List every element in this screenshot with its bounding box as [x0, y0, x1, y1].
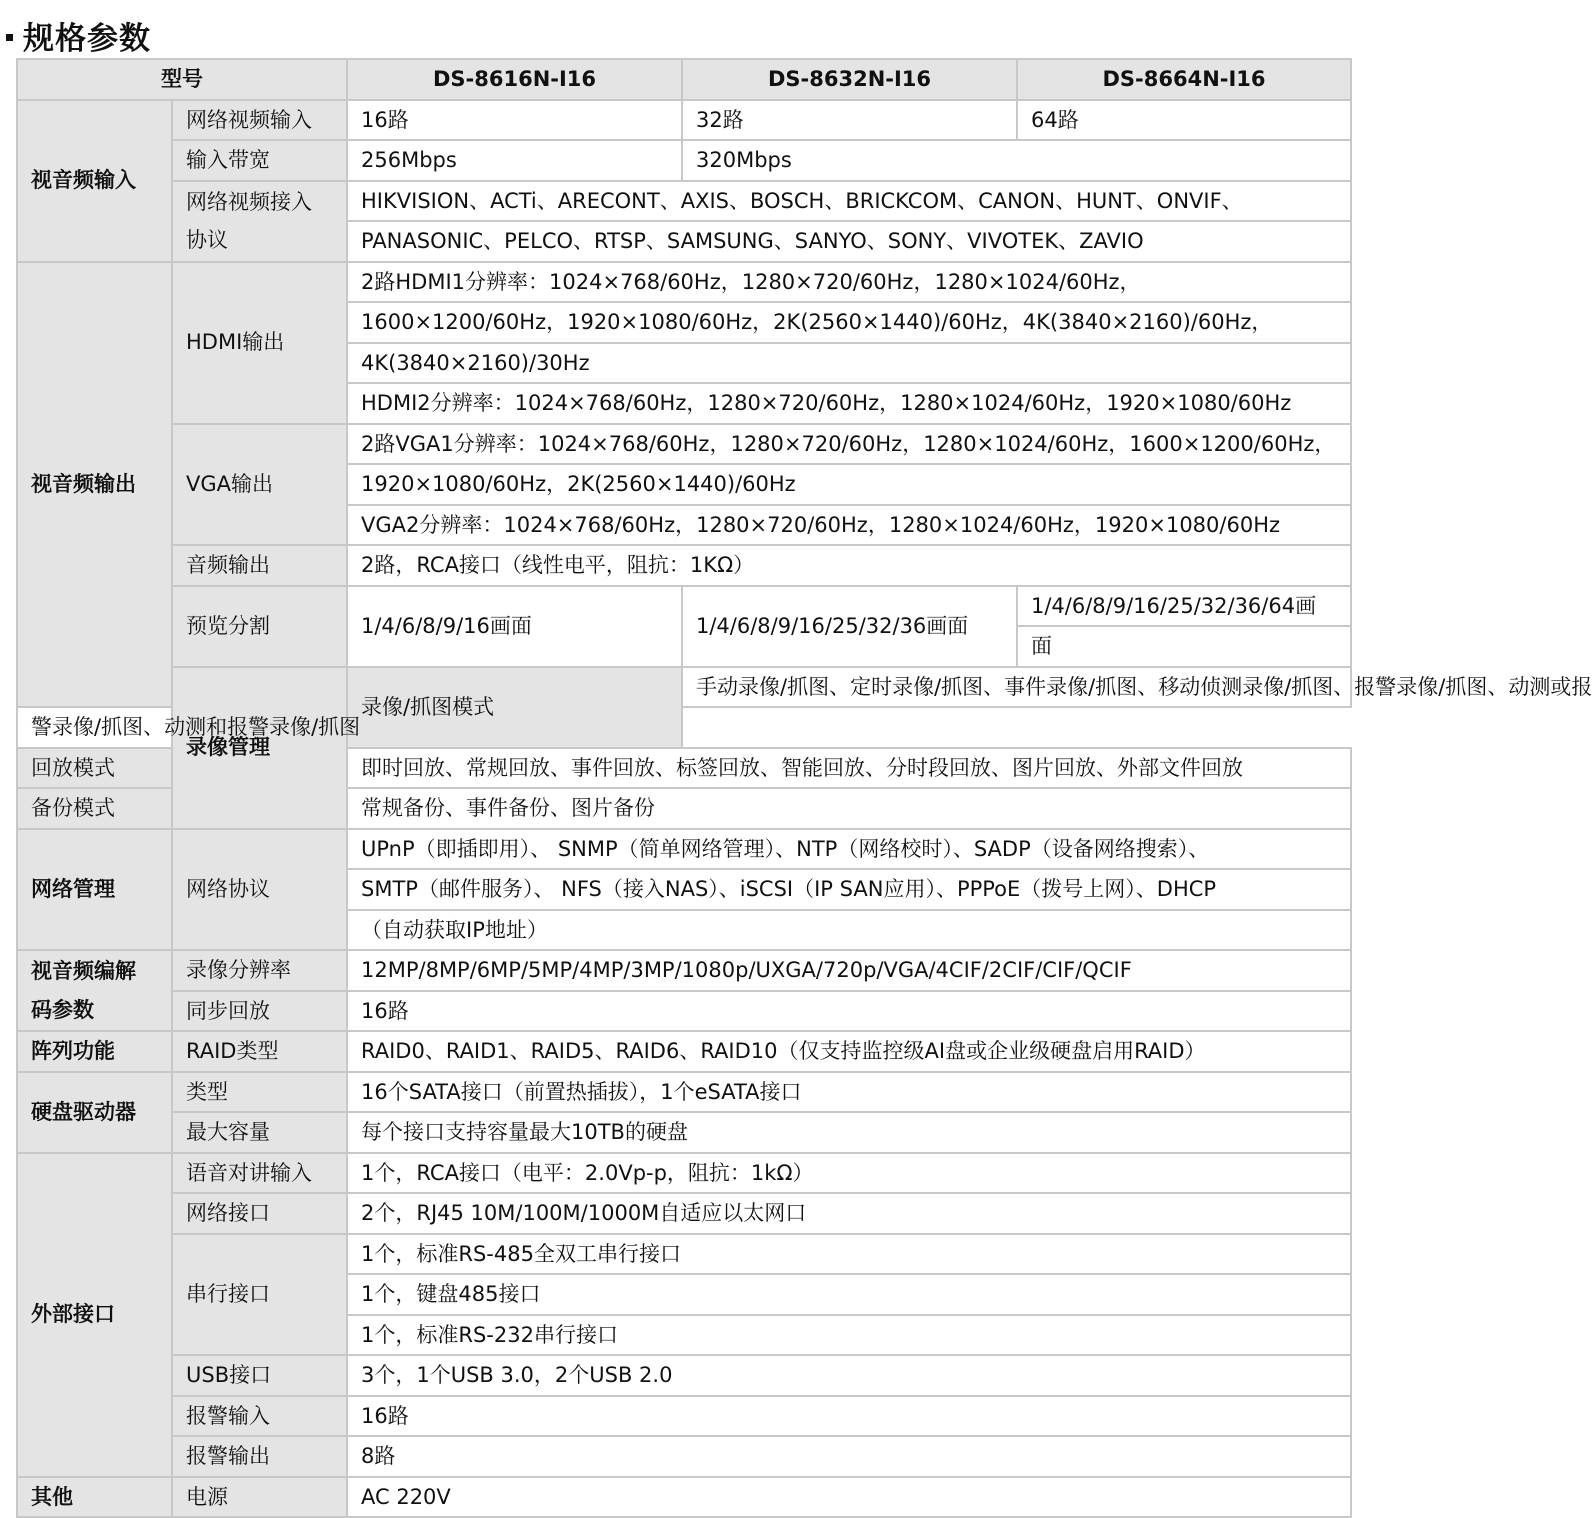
cell-value: 320Mbps — [682, 140, 1351, 181]
cell-value: 手动录像/抓图、定时录像/抓图、事件录像/抓图、移动侦测录像/抓图、报警录像/抓图、动测或报 — [682, 667, 1351, 708]
cell-value: 警录像/抓图、动测和报警录像/抓图 — [17, 707, 682, 748]
cell-value: 即时回放、常规回放、事件回放、标签回放、智能回放、分时段回放、图片回放、外部文件回放 — [347, 748, 1351, 789]
cell-value: 1个，键盘485接口 — [347, 1274, 1351, 1315]
row-label: 预览分割 — [172, 586, 347, 667]
cell-value: 4K(3840×2160)/30Hz — [347, 343, 1351, 384]
cell-value: 16路 — [347, 991, 1351, 1032]
row-label: 网络协议 — [172, 829, 347, 951]
table-row — [17, 1234, 1351, 1275]
row-label: 网络视频输入 — [172, 100, 347, 141]
category-raid: 阵列功能 — [17, 1031, 172, 1072]
row-label: 类型 — [172, 1072, 347, 1113]
cell-value: HIKVISION、ACTi、ARECONT、AXIS、BOSCH、BRICKCOM、CANON、HUNT、ONVIF、 — [347, 181, 1351, 222]
cell-value: 16路 — [347, 100, 682, 141]
cell-value: 2路，RCA接口（线性电平，阻抗：1KΩ） — [347, 545, 1351, 586]
table-row — [17, 181, 1351, 222]
cell-value: （自动获取IP地址） — [347, 910, 1351, 951]
table-row — [17, 1355, 1351, 1396]
row-label: 录像分辨率 — [172, 950, 347, 991]
cell-value: VGA2分辨率：1024×768/60Hz，1280×720/60Hz，1280×1024/60Hz，1920×1080/60Hz — [347, 505, 1351, 546]
cell-value: 3个，1个USB 3.0，2个USB 2.0 — [347, 1355, 1351, 1396]
page-title: 规格参数 — [23, 20, 151, 57]
model-column-1: DS-8616N-I16 — [347, 59, 682, 100]
cell-value: 2个，RJ45 10M/100M/1000M自适应以太网口 — [347, 1193, 1351, 1234]
cell-value: 1个，RCA接口（电平：2.0Vp-p，阻抗：1kΩ） — [347, 1153, 1351, 1194]
spec-table — [16, 58, 1592, 1518]
table-row — [17, 991, 1351, 1032]
cell-value: 面 — [1017, 626, 1351, 667]
table-row — [17, 667, 1351, 708]
row-label: 音频输出 — [172, 545, 347, 586]
row-label: 报警输出 — [172, 1436, 347, 1477]
model-column-3: DS-8664N-I16 — [1017, 59, 1351, 100]
section-heading — [6, 12, 151, 58]
cell-value: 12MP/8MP/6MP/5MP/4MP/3MP/1080p/UXGA/720p/VGA/4CIF/2CIF/CIF/QCIF — [347, 950, 1351, 991]
table-row — [17, 100, 1351, 141]
row-label: 串行接口 — [172, 1234, 347, 1356]
table-row — [17, 586, 1351, 627]
cell-value: HDMI2分辨率：1024×768/60Hz，1280×720/60Hz，1280×1024/60Hz，1920×1080/60Hz — [347, 383, 1351, 424]
category-video-output: 视音频输出 — [17, 262, 172, 708]
cell-value: RAID0、RAID1、RAID5、RAID6、RAID10（仅支持监控级AI盘或企业级硬盘启用RAID） — [347, 1031, 1351, 1072]
table-row — [17, 829, 1351, 870]
table-row — [17, 1072, 1351, 1113]
category-codec: 视音频编解 码参数 — [17, 950, 172, 1031]
cell-value: 64路 — [1017, 100, 1351, 141]
row-label: HDMI输出 — [172, 262, 347, 424]
cell-value: AC 220V — [347, 1477, 1351, 1518]
row-label: VGA输出 — [172, 424, 347, 546]
row-label: 报警输入 — [172, 1396, 347, 1437]
table-row — [17, 1396, 1351, 1437]
category-video-input: 视音频输入 — [17, 100, 172, 262]
cell-value: 16个SATA接口（前置热插拔），1个eSATA接口 — [347, 1072, 1351, 1113]
category-hdd: 硬盘驱动器 — [17, 1072, 172, 1153]
model-column-2: DS-8632N-I16 — [682, 59, 1017, 100]
row-label: USB接口 — [172, 1355, 347, 1396]
cell-value: 1/4/6/8/9/16/25/32/36画面 — [682, 586, 1017, 667]
table-row — [17, 262, 1351, 303]
category-external: 外部接口 — [17, 1153, 172, 1477]
cell-value: 2路HDMI1分辨率：1024×768/60Hz，1280×720/60Hz，1280×1024/60Hz， — [347, 262, 1351, 303]
cell-value: 32路 — [682, 100, 1017, 141]
table-row — [17, 1477, 1351, 1518]
cell-value: 8路 — [347, 1436, 1351, 1477]
row-label: 备份模式 — [17, 788, 172, 829]
cell-value: 常规备份、事件备份、图片备份 — [347, 788, 1351, 829]
cell-value: PANASONIC、PELCO、RTSP、SAMSUNG、SANYO、SONY、VIVOTEK、ZAVIO — [347, 221, 1351, 262]
row-label: 回放模式 — [17, 748, 172, 789]
cell-value: 1600×1200/60Hz，1920×1080/60Hz，2K(2560×1440)/60Hz，4K(3840×2160)/60Hz， — [347, 302, 1351, 343]
cell-value: 1920×1080/60Hz，2K(2560×1440)/60Hz — [347, 464, 1351, 505]
row-label: RAID类型 — [172, 1031, 347, 1072]
cell-value: 2路VGA1分辨率：1024×768/60Hz，1280×720/60Hz，1280×1024/60Hz，1600×1200/60Hz， — [347, 424, 1351, 465]
table-row — [17, 1193, 1351, 1234]
table-row — [17, 1112, 1351, 1153]
table-header-row — [17, 59, 1351, 100]
category-other: 其他 — [17, 1477, 172, 1518]
table-row — [17, 1436, 1351, 1477]
model-header: 型号 — [17, 59, 347, 100]
cell-value: 1/4/6/8/9/16/25/32/36/64画 — [1017, 586, 1351, 627]
bullet-square-icon — [6, 34, 13, 41]
row-label: 录像/抓图模式 — [347, 667, 682, 748]
table-row — [17, 707, 1351, 748]
table-row — [17, 424, 1351, 465]
cell-value: SMTP（邮件服务）、 NFS（接入NAS）、iSCSI（IP SAN应用）、PPPoE（拨号上网）、DHCP — [347, 869, 1351, 910]
cell-value: UPnP（即插即用）、 SNMP（简单网络管理）、NTP（网络校时）、SADP（设备网络搜索）、 — [347, 829, 1351, 870]
row-label: 网络接口 — [172, 1193, 347, 1234]
cell-value: 16路 — [347, 1396, 1351, 1437]
cell-value: 1个，标准RS-232串行接口 — [347, 1315, 1351, 1356]
table-row — [17, 545, 1351, 586]
cell-value: 1/4/6/8/9/16画面 — [347, 586, 682, 667]
row-label: 输入带宽 — [172, 140, 347, 181]
table-row — [17, 1031, 1351, 1072]
category-recording: 录像管理 — [172, 667, 347, 829]
category-network: 网络管理 — [17, 829, 172, 951]
row-label: 语音对讲输入 — [172, 1153, 347, 1194]
row-label: 最大容量 — [172, 1112, 347, 1153]
cell-value: 每个接口支持容量最大10TB的硬盘 — [347, 1112, 1351, 1153]
row-label: 网络视频接入 协议 — [172, 181, 347, 262]
row-label: 电源 — [172, 1477, 347, 1518]
row-label: 同步回放 — [172, 991, 347, 1032]
table-row — [17, 1153, 1351, 1194]
cell-value: 256Mbps — [347, 140, 682, 181]
table-row — [17, 140, 1351, 181]
table-row — [17, 950, 1351, 991]
cell-value: 1个，标准RS-485全双工串行接口 — [347, 1234, 1351, 1275]
